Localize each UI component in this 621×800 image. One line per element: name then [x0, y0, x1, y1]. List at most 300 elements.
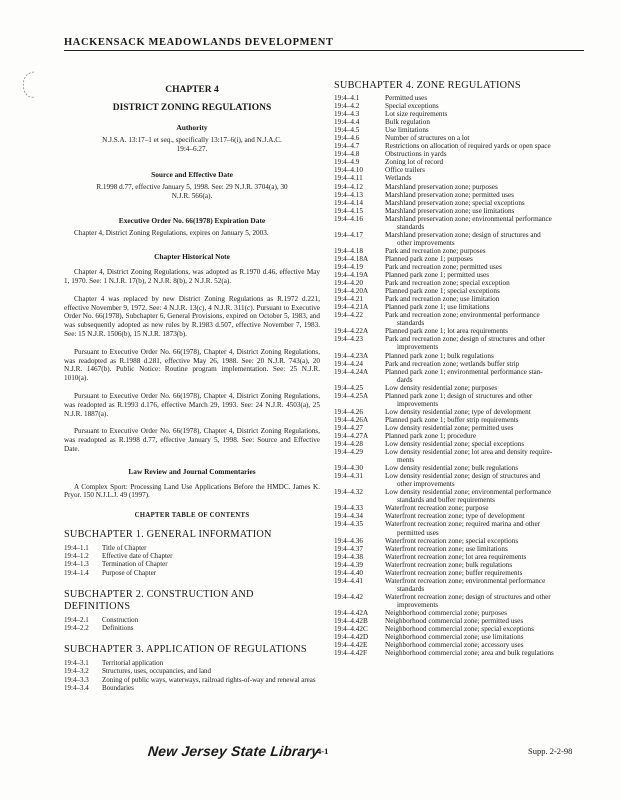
section-title-text: Planned park zone 1; special exceptions [385, 287, 500, 296]
section-number: 19:4–4.41 [334, 576, 363, 585]
toc-heading: CHAPTER TABLE OF CONTENTS [134, 512, 250, 520]
section-title-text: Neighborhood commercial zone; permitted uses [385, 617, 524, 626]
toc-entry[interactable] [334, 593, 590, 609]
section-number: 19:4–4.19A [334, 271, 369, 280]
toc-entry[interactable] [334, 158, 590, 166]
section-title [385, 649, 590, 657]
executive-order-text: Chapter 4, District Zoning Regulations, expires on January 5, 2003. [74, 228, 269, 237]
toc-entry[interactable] [334, 102, 590, 110]
toc-entry[interactable] [334, 464, 590, 472]
section-title [385, 448, 590, 464]
section-title [385, 327, 590, 335]
section-title [385, 303, 590, 311]
section-number: 19:4–1.1 [64, 543, 89, 552]
toc-entry[interactable] [334, 368, 590, 384]
section-title [385, 520, 590, 536]
section-title [385, 118, 590, 126]
section-title [385, 199, 590, 207]
section-number: 19:4–4.22 [334, 311, 363, 320]
section-title-text: Neighborhood commercial zone; use limitations [385, 633, 524, 642]
toc-entry[interactable] [334, 247, 590, 255]
section-title-text: Planned park zone 1; buffer strip requirements [385, 415, 519, 424]
toc-entry[interactable] [334, 649, 590, 657]
toc-entry[interactable] [334, 118, 590, 126]
section-number: 19:4–4.36 [334, 536, 363, 545]
toc-entry[interactable] [334, 255, 590, 263]
toc-entry[interactable] [334, 392, 590, 408]
section-title: Boundaries [102, 683, 134, 692]
section-title-text: Neighborhood commercial zone; special exceptions [385, 625, 534, 634]
section-number: 19:4–4.35 [334, 520, 363, 529]
section-title [385, 368, 590, 384]
history-paragraph: Chapter 4, District Zoning Regulations, was adopted as R.1970 d.46, effective May 1, 1970. See: 1 N.J.R. 17(b), 2 N.J.R. 8(b), 2 N.J.R. 52(a). [64, 268, 320, 285]
section-number: 19:4–2.2 [64, 623, 89, 632]
toc-entry[interactable] [334, 408, 590, 416]
subchapter-title: SUBCHAPTER 4. ZONE REGULATIONS [334, 80, 521, 91]
history-paragraph: Pursuant to Executive Order No. 66(1978), Chapter 4, District Zoning Regulations, was readopted as R.1988 d.281, effective May 26, 1988. See: 20 N.J.R. 743(a), 20 N.J.R. 1467(b). Public Notice: Routine program implementation. See: 25 N.J.R. 1010(a). [64, 347, 320, 383]
section-number: 19:4–4.42B [334, 617, 368, 626]
section-title-continuation: other improvements [397, 238, 455, 247]
section-number: 19:4–4.20A [334, 287, 369, 296]
section-title-continuation: standards [397, 319, 425, 328]
section-title-text: Low density residential zone; permitted uses [385, 423, 514, 432]
left-column [64, 84, 320, 692]
toc-entry[interactable] [334, 537, 590, 545]
section-number: 19:4–2.1 [64, 615, 89, 624]
history-paragraph: Chapter 4 was replaced by new District Zoning Regulations as R.1972 d.221, effective November 9, 1972. See: 4 N.J.R. 13(c), 4 N.J.R. 311(c). Pursuant to Executive Order No. 66(1978), Subchapter 6, General Provisions, expired on October 5, 1983, and was subsequently adopted as new rules by R.1983 d.507, effective November 7, 1983. See: 15 N.J.R. 1506(b), 15 N.J.R. 1873(b). [64, 294, 320, 338]
authority-text: N.J.S.A. 13:17–1 et seq., specifically 13:17–6(i), and N.J.A.C. 19:4–6.27. [102, 135, 282, 153]
history-paragraph: Pursuant to Executive Order No. 66(1978), Chapter 4, District Zoning Regulations, was readopted as R.1998 d.77, effective January 5, 1998. See: Source and Effective Date. [64, 427, 320, 453]
toc-entry[interactable] [334, 279, 590, 287]
section-title: Title of Chapter [102, 543, 147, 552]
toc-entry[interactable] [334, 134, 590, 142]
toc-entry[interactable] [334, 352, 590, 360]
toc-entry[interactable] [334, 625, 590, 633]
section-number: 19:4–4.25A [334, 391, 369, 400]
section-title: Purpose of Chapter [102, 568, 157, 577]
section-title-continuation: standards and buffer requirements [397, 496, 495, 505]
toc-entry[interactable] [334, 561, 590, 569]
section-number: 19:4–1.4 [64, 568, 89, 577]
toc-entry[interactable] [334, 488, 590, 504]
section-number: 19:4–4.29 [334, 448, 363, 457]
toc-entry[interactable] [334, 311, 590, 327]
toc-entry[interactable] [334, 215, 590, 231]
toc-entry[interactable] [334, 472, 590, 488]
toc-entry[interactable] [334, 191, 590, 199]
section-title [385, 432, 590, 440]
supplement-date: Supp. 2-2-98 [528, 746, 573, 756]
section-title [385, 641, 590, 649]
section-title-text: Planned park zone 1; bulk regulations [385, 351, 494, 360]
executive-order-heading: Executive Order No. 66(1978) Expiration Date [118, 215, 266, 225]
toc-entry[interactable] [64, 676, 320, 684]
section-title [385, 561, 590, 569]
section-number: 19:4–4.20 [334, 279, 363, 288]
section-title-text: Obstructions in yards [385, 150, 447, 159]
subchapter-title: SUBCHAPTER 3. APPLICATION OF REGULATIONS [64, 644, 307, 656]
section-title [385, 215, 590, 231]
section-title [385, 545, 590, 553]
section-number: 19:4–4.23A [334, 351, 369, 360]
section-title [385, 408, 590, 416]
section-title [385, 150, 590, 158]
section-title-continuation: improvements [397, 600, 439, 609]
toc-entry[interactable] [334, 295, 590, 303]
toc-entry[interactable] [334, 440, 590, 448]
toc-entry[interactable] [334, 303, 590, 311]
toc-entry[interactable] [334, 207, 590, 215]
section-title [385, 464, 590, 472]
toc-entry[interactable] [334, 520, 590, 536]
section-title-text: Planned park zone 1; permitted uses [385, 271, 489, 280]
section-title: Termination of Chapter [102, 560, 168, 569]
section-title [385, 102, 590, 110]
section-title [385, 311, 590, 327]
section-number: 19:4–4.26 [334, 407, 363, 416]
section-title-text: Park and recreation zone; purposes [385, 246, 486, 255]
section-title-text: Park and recreation zone; environmental performance [385, 311, 540, 320]
section-title-text: Waterfront recreation zone; required marina and other [385, 520, 541, 529]
section-title-text: Low density residential zone; special exceptions [385, 440, 525, 449]
toc-entry[interactable] [334, 424, 590, 432]
toc-entry[interactable] [334, 126, 590, 134]
section-number: 19:4–4.42C [334, 625, 368, 634]
section-title-continuation: dards [397, 375, 413, 384]
section-title [385, 360, 590, 368]
toc-entry[interactable] [334, 609, 590, 617]
toc-entry[interactable] [334, 641, 590, 649]
section-title-text: Low density residential zone; bulk regulations [385, 464, 519, 473]
section-title-text: Neighborhood commercial zone; area and bulk regulations [385, 649, 554, 658]
subchapter-title: SUBCHAPTER 1. GENERAL INFORMATION [64, 528, 272, 540]
toc-entry[interactable] [64, 616, 320, 624]
section-number: 19:4–4.8 [334, 150, 360, 159]
toc-entry[interactable] [64, 552, 320, 560]
section-number: 19:4–4.18A [334, 254, 369, 263]
section-title-text: Waterfront recreation zone; purpose [385, 504, 489, 513]
section-title: Territorial application [102, 659, 164, 668]
toc-entry[interactable] [334, 174, 590, 182]
section-title [385, 617, 590, 625]
subchapter-title: SUBCHAPTER 2. CONSTRUCTION AND DEFINITIONS [64, 588, 254, 612]
section-number: 19:4–4.21A [334, 303, 369, 312]
source-heading: Source and Effective Date [151, 170, 233, 180]
section-title-text: Park and recreation zone; permitted uses [385, 262, 502, 271]
toc-entry[interactable] [334, 142, 590, 150]
section-number: 19:4–4.16 [334, 214, 363, 223]
section-title [385, 577, 590, 593]
toc-entry[interactable] [334, 231, 590, 247]
section-title [385, 263, 590, 271]
section-title-text: Park and recreation zone; design of structures and other [385, 335, 546, 344]
toc-entry[interactable] [334, 553, 590, 561]
section-title [385, 593, 590, 609]
running-head: HACKENSACK MEADOWLANDS DEVELOPMENT [64, 37, 334, 48]
section-number: 19:4–3.1 [64, 659, 89, 668]
section-title [385, 553, 590, 561]
section-title [385, 183, 590, 191]
law-review-text: A Complex Sport: Processing Land Use Applications Before the HMDC. James K. Pryor. 150 N.J.L.J. 49 (1997). [64, 482, 320, 500]
toc-entry[interactable] [64, 569, 320, 577]
section-title-continuation: improvements [397, 399, 439, 408]
section-title [385, 424, 590, 432]
page-number: 4-1 [317, 746, 329, 756]
section-title: Effective date of Chapter [102, 552, 173, 561]
section-number: 19:4–4.42E [334, 641, 368, 650]
section-title [385, 384, 590, 392]
section-title [385, 440, 590, 448]
section-title [385, 207, 590, 215]
section-title-text: Waterfront recreation zone; type of development [385, 512, 525, 521]
section-title-text: Low density residential zone; environmental performance [385, 488, 552, 497]
section-number: 19:4–4.31 [334, 472, 363, 481]
section-title [385, 247, 590, 255]
section-title-text: Low density residential zone; lot area and density require- [385, 448, 553, 457]
section-title-text: Waterfront recreation zone; bulk regulations [385, 560, 513, 569]
section-number: 19:4–4.22A [334, 327, 369, 336]
section-title-continuation: improvements [397, 343, 439, 352]
section-number: 19:4–4.9 [334, 158, 360, 167]
section-title [385, 134, 590, 142]
history-paragraph: Pursuant to Executive Order No. 66(1978), Chapter 4, District Zoning Regulations, was readopted as R.1993 d.176, effective March 29, 1993. See: 24 N.J.R. 4503(a), 25 N.J.R. 1887(a). [64, 391, 320, 418]
section-title-text: Marshland preservation zone; design of structures and [385, 230, 541, 239]
toc-entry[interactable] [64, 624, 320, 632]
section-number: 19:4–4.3 [334, 110, 360, 119]
section-title-text: Planned park zone 1; design of structures and other [385, 391, 533, 400]
section-number: 19:4–4.24A [334, 367, 369, 376]
section-title: Structures, uses, occupancies, and land [102, 667, 212, 676]
section-title-text: Low density residential zone; purposes [385, 383, 498, 392]
section-title-continuation: standards [397, 222, 425, 231]
section-number: 19:4–4.34 [334, 512, 363, 521]
chapter-number: CHAPTER 4 [165, 85, 219, 95]
section-number: 19:4–4.2 [334, 102, 360, 111]
section-number: 19:4–4.12 [334, 182, 363, 191]
section-number: 19:4–4.21 [334, 295, 363, 304]
section-title [385, 174, 590, 182]
section-title [385, 352, 590, 360]
toc-entry[interactable] [334, 384, 590, 392]
section-title-text: Waterfront recreation zone; use limitations [385, 544, 508, 553]
toc-subchapter [64, 529, 320, 692]
section-title [385, 335, 590, 351]
section-title-text: Marshland preservation zone; special exceptions [385, 198, 525, 207]
section-number: 19:4–3.2 [64, 667, 89, 676]
section-title-text: Special exceptions [385, 102, 439, 111]
section-number: 19:4–4.6 [334, 134, 360, 143]
section-title: Definitions [102, 623, 134, 632]
section-number: 19:4–4.28 [334, 440, 363, 449]
section-title-text: Waterfront recreation zone; special exceptions [385, 536, 519, 545]
toc-entry[interactable] [64, 684, 320, 692]
binder-hole-mark [20, 70, 42, 100]
toc-entry[interactable] [334, 432, 590, 440]
section-title-text: Office trailers [385, 166, 425, 175]
section-title-text: Lot size requirements [385, 110, 448, 119]
toc-entry[interactable] [334, 150, 590, 158]
section-number: 19:4–4.33 [334, 504, 363, 513]
section-number: 19:4–4.25 [334, 383, 363, 392]
section-title [385, 287, 590, 295]
section-number: 19:4–4.37 [334, 544, 363, 553]
section-title-text: Park and recreation zone; use limitation [385, 295, 500, 304]
section-title [385, 472, 590, 488]
section-title: Construction [102, 615, 139, 624]
section-title [385, 166, 590, 174]
section-number: 19:4–4.11 [334, 174, 363, 183]
toc-entry[interactable] [334, 569, 590, 577]
section-title [385, 295, 590, 303]
section-number: 19:4–4.40 [334, 568, 363, 577]
toc-entry[interactable] [334, 617, 590, 625]
section-title-text: Planned park zone 1; lot area requirements [385, 327, 508, 336]
toc-entry[interactable] [334, 633, 590, 641]
toc-entry[interactable] [334, 545, 590, 553]
toc-entry[interactable] [64, 544, 320, 552]
right-column [334, 80, 590, 657]
toc-entry[interactable] [334, 504, 590, 512]
section-title-text: Marshland preservation zone; use limitations [385, 206, 515, 215]
section-title [385, 279, 590, 287]
section-title [385, 191, 590, 199]
source-text: R.1998 d.77, effective January 5, 1998. See: 29 N.J.R. 3704(a), 30 N.J.R. 566(a). [96, 183, 288, 200]
toc-entry[interactable] [334, 577, 590, 593]
section-number: 19:4–4.26A [334, 415, 369, 424]
section-title [385, 416, 590, 424]
section-number: 19:4–4.7 [334, 142, 360, 151]
section-number: 19:4–4.13 [334, 190, 363, 199]
section-title-text: Planned park zone 1; use limitations [385, 303, 490, 312]
section-title-text: Zoning lot of record [385, 158, 444, 167]
law-review-heading: Law Review and Journal Commentaries [128, 466, 256, 476]
section-number: 19:4–4.38 [334, 552, 363, 561]
section-title-text: Use limitations [385, 126, 429, 135]
section-number: 19:4–4.24 [334, 359, 363, 368]
section-number: 19:4–4.5 [334, 126, 360, 135]
section-title-text: Waterfront recreation zone; environmental performance [385, 576, 546, 585]
section-title-text: Marshland preservation zone; purposes [385, 182, 498, 191]
toc-entry[interactable] [64, 560, 320, 568]
section-title-text: Low density residential zone; design of structures and [385, 472, 541, 481]
toc-entry[interactable] [334, 360, 590, 368]
section-title [385, 142, 590, 150]
section-title [385, 94, 590, 102]
section-number: 19:4–4.23 [334, 335, 363, 344]
toc-entry[interactable] [334, 287, 590, 295]
section-title-text: Wetlands [385, 174, 412, 183]
section-title [385, 231, 590, 247]
section-number: 19:4–4.17 [334, 230, 363, 239]
section-title-text: Low density residential zone; type of development [385, 407, 531, 416]
section-number: 19:4–4.42A [334, 609, 369, 617]
section-title [385, 569, 590, 577]
toc-entry[interactable] [334, 94, 590, 102]
section-number: 19:4–4.30 [334, 464, 363, 473]
library-stamp: New Jersey State Library [147, 743, 321, 759]
section-title-text: Planned park zone 1; procedure [385, 431, 477, 440]
toc-entry[interactable] [334, 183, 590, 191]
section-title [385, 512, 590, 520]
section-title-text: Number of structures on a lot [385, 134, 470, 143]
section-title-text: Planned park zone 1; purposes [385, 254, 473, 263]
section-number: 19:4–3.3 [64, 675, 89, 684]
section-number: 19:4–4.27A [334, 431, 369, 440]
section-number: 19:4–4.15 [334, 206, 363, 215]
section-number: 19:4–4.42F [334, 649, 367, 658]
section-title-text: Restrictions on allocation of required yards or open space [385, 142, 551, 151]
section-number: 19:4–1.2 [64, 552, 89, 561]
section-title [385, 392, 590, 408]
section-title-text: Park and recreation zone; wetlands buffer strip [385, 359, 520, 368]
section-title-text: Marshland preservation zone; permitted uses [385, 190, 514, 199]
section-number: 19:4–3.4 [64, 683, 89, 692]
toc-entry[interactable] [334, 512, 590, 520]
section-title [385, 271, 590, 279]
toc-entry[interactable] [334, 416, 590, 424]
chapter-title: DISTRICT ZONING REGULATIONS [112, 103, 272, 113]
section-number: 19:4–4.27 [334, 423, 363, 432]
section-title-text: Park and recreation zone; special exception [385, 279, 510, 288]
section-title-text: Neighborhood commercial zone; purposes [385, 609, 507, 617]
toc-entry[interactable] [334, 335, 590, 351]
section-title [385, 633, 590, 641]
section-title [385, 625, 590, 633]
section-number: 19:4–4.32 [334, 488, 363, 497]
toc-entry[interactable] [64, 667, 320, 675]
section-title-text: Bulk regulation [385, 118, 430, 127]
section-number: 19:4–4.19 [334, 262, 363, 271]
toc-entry[interactable] [334, 448, 590, 464]
section-title-text: Planned park zone 1; environmental performance stan- [385, 367, 543, 376]
toc-entry[interactable] [334, 110, 590, 118]
section-title-continuation: ments [397, 456, 415, 465]
section-title [385, 126, 590, 134]
section-title-continuation: other improvements [397, 480, 455, 489]
section-number: 19:4–1.3 [64, 560, 89, 569]
section-number: 19:4–4.42D [334, 633, 369, 642]
toc-entry[interactable] [64, 659, 320, 667]
section-number: 19:4–4.1 [334, 94, 360, 102]
section-title-text: Waterfront recreation zone; buffer requirements [385, 568, 523, 577]
toc-entry[interactable] [334, 327, 590, 335]
section-number: 19:4–4.42 [334, 592, 363, 601]
toc-entry[interactable] [334, 263, 590, 271]
section-title [385, 158, 590, 166]
subchapter-4-list [334, 94, 590, 657]
authority-heading: Authority [176, 123, 208, 132]
section-title-text: Marshland preservation zone; environmental performance [385, 214, 552, 223]
section-title [385, 609, 590, 617]
section-title [385, 504, 590, 512]
section-title-continuation: permitted uses [397, 528, 439, 537]
section-title-continuation: standards [397, 584, 425, 593]
toc-entry[interactable] [334, 166, 590, 174]
section-title: Zoning of public ways, waterways, railroad rights-of-way and renewal areas [102, 675, 316, 684]
section-number: 19:4–4.4 [334, 118, 360, 127]
toc-entry[interactable] [334, 271, 590, 279]
history-heading: Chapter Historical Note [154, 252, 230, 262]
section-title-text: Waterfront recreation zone; lot area requirements [385, 552, 527, 561]
toc-entry[interactable] [334, 199, 590, 207]
header-rule [64, 50, 584, 51]
section-title-text: Neighborhood commercial zone; accessory uses [385, 641, 524, 650]
section-number: 19:4–4.39 [334, 560, 363, 569]
section-title-text: Waterfront recreation zone; design of structures and other [385, 592, 551, 601]
section-title [385, 537, 590, 545]
section-title [385, 110, 590, 118]
section-number: 19:4–4.14 [334, 198, 363, 207]
